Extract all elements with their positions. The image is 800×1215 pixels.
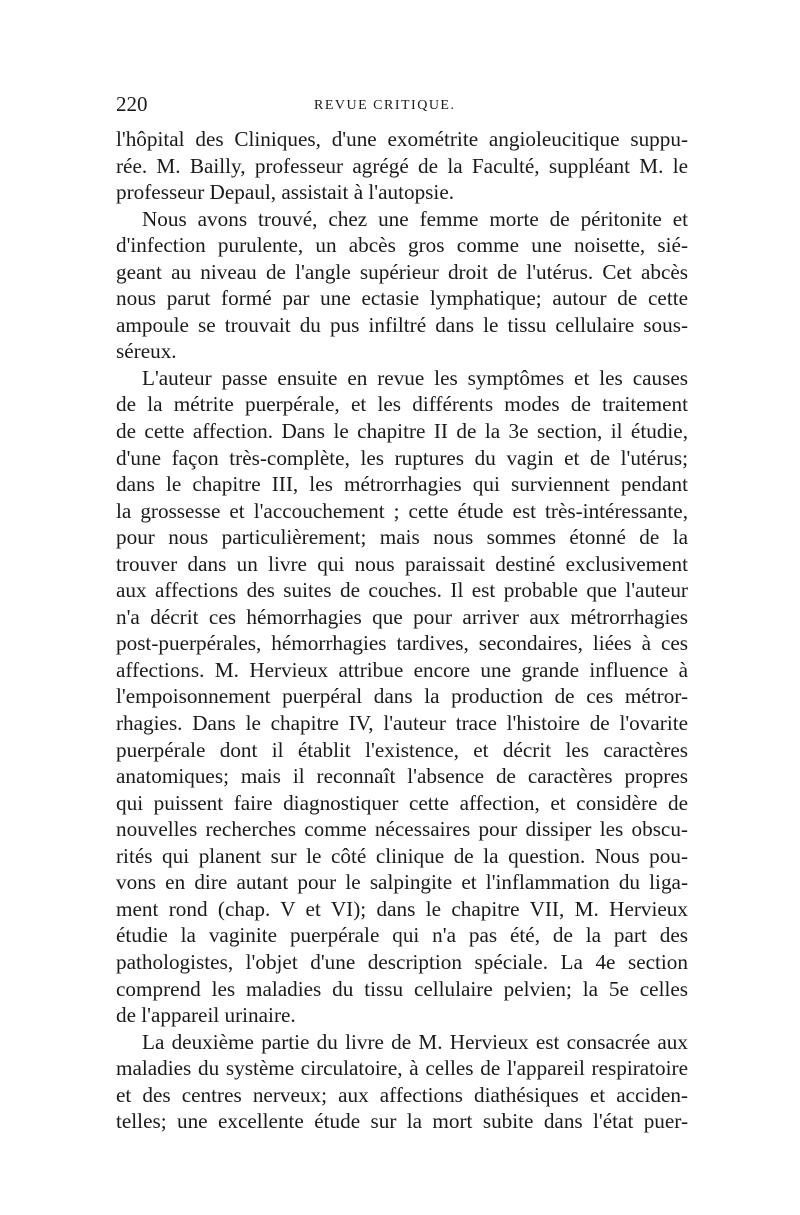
text-line: et des centres nerveux; aux affections diathésiques et acciden- [116, 1082, 688, 1107]
page [116, 88, 688, 1134]
text-line: aux affections des suites de couches. Il est probable que l'auteur [116, 578, 688, 603]
running-head: REVUE CRITIQUE. [314, 98, 456, 113]
text-line: anatomiques; mais il reconnaît l'absence de caractères propres [116, 764, 688, 789]
text-line: vons en dire autant pour le salpingite et l'inflammation du liga- [116, 870, 688, 895]
text-line: pathologistes, l'objet d'une description spéciale. La 4e section [116, 949, 688, 974]
text-line: de cette affection. Dans le chapitre II de la 3e section, il étudie, [116, 419, 688, 444]
text-line: comprend les maladies du tissu cellulaire pelvien; la 5e celles [116, 976, 688, 1001]
text-line: l'hôpital des Cliniques, d'une exométrite angioleucitique suppu- [116, 127, 688, 151]
text-line: n'a décrit ces hémorrhagies que pour arriver aux métrorrhagies [116, 604, 688, 629]
text-line: Nous avons trouvé, chez une femme morte de péritonite et [142, 206, 688, 231]
text-line: maladies du système circulatoire, à celles de l'appareil respiratoire [116, 1056, 688, 1081]
text-line: rités qui planent sur le côté clinique de la question. Nous pou- [116, 843, 688, 868]
text-line: ment rond (chap. V et VI); dans le chapitre VII, M. Hervieux [116, 896, 688, 921]
text-line: séreux. [116, 339, 177, 364]
text-line: puerpérale dont il établit l'existence, et décrit les caractères [116, 737, 688, 762]
text-line: post-puerpérales, hémorrhagies tardives, secondaires, liées à ces [116, 631, 688, 656]
text-line: affections. M. Hervieux attribue encore une grande influence à [116, 657, 688, 682]
text-line: L'auteur passe ensuite en revue les symptômes et les causes [142, 365, 688, 390]
text-line: nous parut formé par une ectasie lymphatique; autour de cette [116, 286, 688, 311]
text-line: professeur Depaul, assistait à l'autopsie. [116, 180, 455, 205]
text-line: rhagies. Dans le chapitre IV, l'auteur trace l'histoire de l'ovarite [116, 711, 688, 736]
text-line: qui puissent faire diagnostiquer cette affection, et considère de [116, 790, 688, 815]
text-line: l'empoisonnement puerpéral dans la production de ces métror- [116, 684, 688, 709]
text-line: La deuxième partie du livre de M. Hervieux est consacrée aux [142, 1029, 688, 1054]
text-line: la grossesse et l'accouchement ; cette étude est très-intéressante, [116, 498, 688, 523]
text-line: trouver dans un livre qui nous paraissait destiné exclusivement [116, 551, 688, 576]
text-line: d'une façon très-complète, les ruptures du vagin et de l'utérus; [116, 445, 688, 470]
text-line: nouvelles recherches comme nécessaires pour dissiper les obscu- [116, 817, 688, 842]
text-line: geant au niveau de l'angle supérieur droit de l'utérus. Cet abcès [116, 259, 688, 284]
text-line: pour nous particulièrement; mais nous sommes étonné de la [116, 525, 688, 550]
text-line: telles; une excellente étude sur la mort subite dans l'état puer- [116, 1109, 688, 1134]
text-line: dans le chapitre III, les métrorrhagies qui surviennent pendant [116, 472, 688, 497]
text-line: de l'appareil urinaire. [116, 1003, 296, 1028]
text-line: ampoule se trouvait du pus infiltré dans le tissu cellulaire sous- [116, 312, 688, 337]
text-line: d'infection purulente, un abcès gros comme une noisette, sié- [116, 233, 688, 258]
body-text [116, 126, 688, 1135]
text-line: de la métrite puerpérale, et les différents modes de traitement [116, 392, 688, 417]
page-number: 220 [116, 92, 148, 116]
page-header [116, 88, 688, 124]
text-line: rée. M. Bailly, professeur agrégé de la Faculté, suppléant M. le [116, 153, 688, 178]
text-line: étudie la vaginite puerpérale qui n'a pas été, de la part des [116, 923, 688, 948]
